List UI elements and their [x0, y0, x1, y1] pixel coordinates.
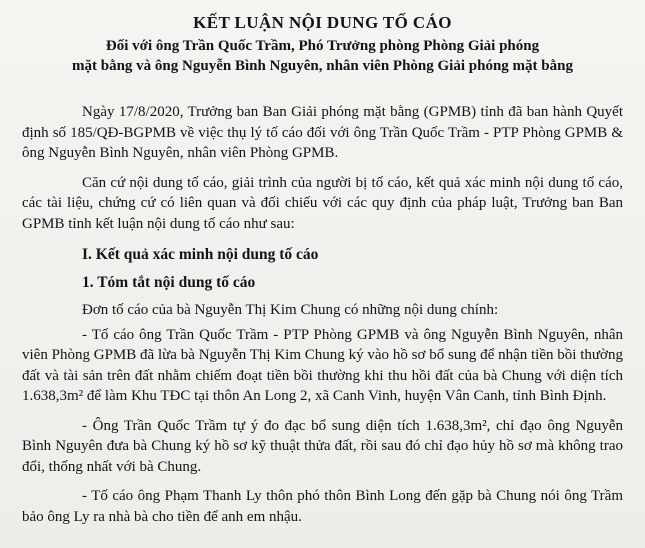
subtitle-line-1: Đối với ông Trần Quốc Trầm, Phó Trưởng phòng Phòng Giải phóng — [105, 38, 540, 54]
paragraph-basis: Căn cứ nội dung tố cáo, giải trình của người bị tố cáo, kết quả xác minh nội dung tố cáo, các tài liệu, chứng cứ có liên quan và đối chiếu với các quy định của pháp luật, Trưởng ban Ban GPMB tỉnh kết luận nội dung tố cáo như sau: — [22, 174, 623, 232]
section-heading-results: I. Kết quả xác minh nội dung tố cáo — [82, 246, 319, 263]
paragraph-complaint-item-2: - Ông Trần Quốc Trầm tự ý đo đạc bổ sung diện tích 1.638,3m², chỉ đạo ông Nguyễn Bình Nguyên đưa bà Chung ký hồ sơ kỹ thuật thửa đất, rồi sau đó chỉ đạo hủy hồ sơ mà không trao đổi, thống nhất với bà Chung. — [22, 417, 623, 475]
document-subtitle — [22, 36, 623, 76]
paragraph-complaint-item-3: - Tố cáo ông Phạm Thanh Ly thôn phó thôn Bình Long đến gặp bà Chung nói ông Trầm bảo ông Ly ra nhà bà cho tiền để anh em nhậu. — [22, 488, 623, 525]
paragraph-complaint-item-1: - Tố cáo ông Trần Quốc Trầm - PTP Phòng GPMB và ông Nguyễn Bình Nguyên, nhân viên Phòng GPMB đã lừa bà Nguyễn Thị Kim Chung ký vào hồ sơ bổ sung để nhận tiền bồi thường đất và tài sản trên đất nhằm chiếm đoạt tiền bồi thường khi thu hồi đất của bà Chung với diện tích 1.638,3m² để làm Khu TĐC tại thôn An Long 2, xã Canh Vinh, huyện Vân Canh, tỉnh Bình Định. — [22, 326, 623, 404]
subtitle-line-2: mặt bằng và ông Nguyễn Bình Nguyên, nhân viên Phòng Giải phóng mặt bằng — [72, 58, 573, 74]
subsection-heading-summary: 1. Tóm tắt nội dung tố cáo — [82, 274, 256, 291]
paragraph-complaint-intro: Đơn tố cáo của bà Nguyễn Thị Kim Chung có những nội dung chính: — [82, 302, 499, 318]
paragraph-decision: Ngày 17/8/2020, Trưởng ban Ban Giải phóng mặt bằng (GPMB) tỉnh đã ban hành Quyết định số 185/QĐ-BGPMB về việc thụ lý tố cáo đối với ông Trần Quốc Trầm - PTP Phòng GPMB & ông Nguyễn Bình Nguyên, nhân viên Phòng GPMB. — [22, 104, 623, 161]
document-title: KẾT LUẬN NỘI DUNG TỐ CÁO — [193, 13, 452, 32]
